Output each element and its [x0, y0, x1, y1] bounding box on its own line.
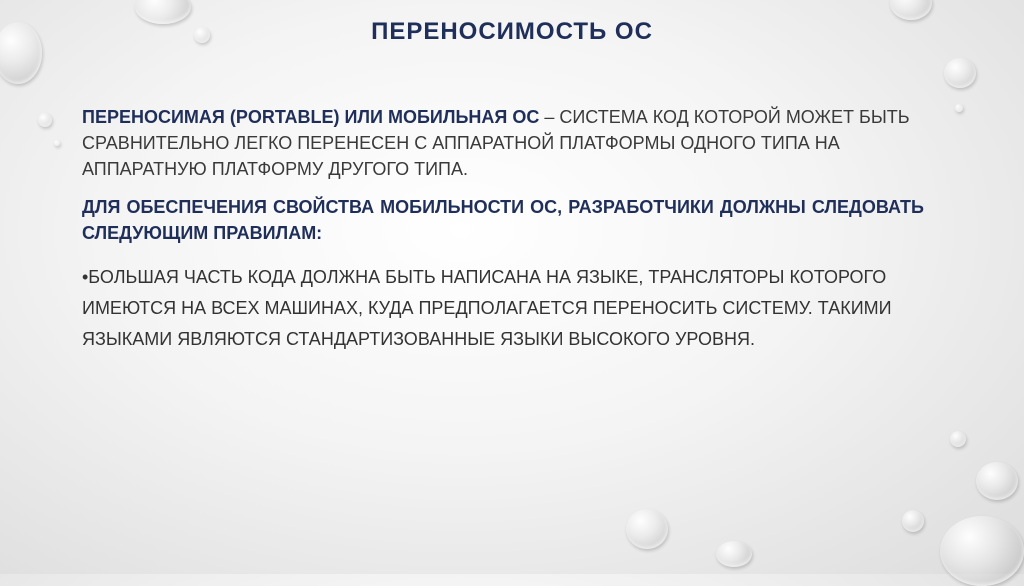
water-drop-icon — [716, 541, 752, 567]
definition-text: – СИСТЕМА КОД КОТОРОЙ МОЖЕТ БЫТЬ СРАВНИТЕЛЬНО ЛЕГКО ПЕРЕНЕСЕН С АППАРАТНОЙ ПЛАТФОРМЫ ОДНОГО ТИПА НА АППАРАТНУЮ ПЛАТФОРМУ ДРУГОГО ТИПА. — [82, 107, 910, 179]
water-drop-icon — [976, 462, 1018, 500]
slide-title: ПЕРЕНОСИМОСТЬ ОС — [371, 18, 653, 45]
water-drop-icon — [890, 0, 932, 20]
water-drop-icon — [38, 113, 52, 127]
rules-intro-paragraph: ДЛЯ ОБЕСПЕЧЕНИЯ СВОЙСТВА МОБИЛЬНОСТИ ОС, РАЗРАБОТЧИКИ ДОЛЖНЫ СЛЕДОВАТЬ СЛЕДУЮЩИМ ПРАВИЛАМ: — [82, 197, 924, 243]
definition-paragraph — [82, 104, 924, 182]
water-drop-icon — [944, 58, 976, 88]
water-drop-icon — [950, 431, 966, 447]
rule-bullet-item: •БОЛЬШАЯ ЧАСТЬ КОДА ДОЛЖНА БЫТЬ НАПИСАНА НА ЯЗЫКЕ, ТРАНСЛЯТОРЫ КОТОРОГО ИМЕЮТСЯ НА ВСЕХ МАШИНАХ, КУДА ПРЕДПОЛАГАЕТСЯ ПЕРЕНОСИТЬ СИСТЕМУ. ТАКИМИ ЯЗЫКАМИ ЯВЛЯЮТСЯ СТАНДАРТИЗОВАННЫЕ ЯЗЫКИ ВЫСОКОГО УРОВНЯ. — [82, 267, 892, 349]
definition-term: ПЕРЕНОСИМАЯ (PORTABLE) ИЛИ МОБИЛЬНАЯ ОС — [82, 107, 540, 127]
water-drop-icon — [54, 140, 60, 146]
slide-content — [82, 104, 924, 355]
water-drop-icon — [955, 104, 963, 112]
water-drop-icon — [940, 516, 1024, 586]
water-drop-icon — [902, 510, 924, 532]
water-drop-icon — [626, 509, 668, 549]
